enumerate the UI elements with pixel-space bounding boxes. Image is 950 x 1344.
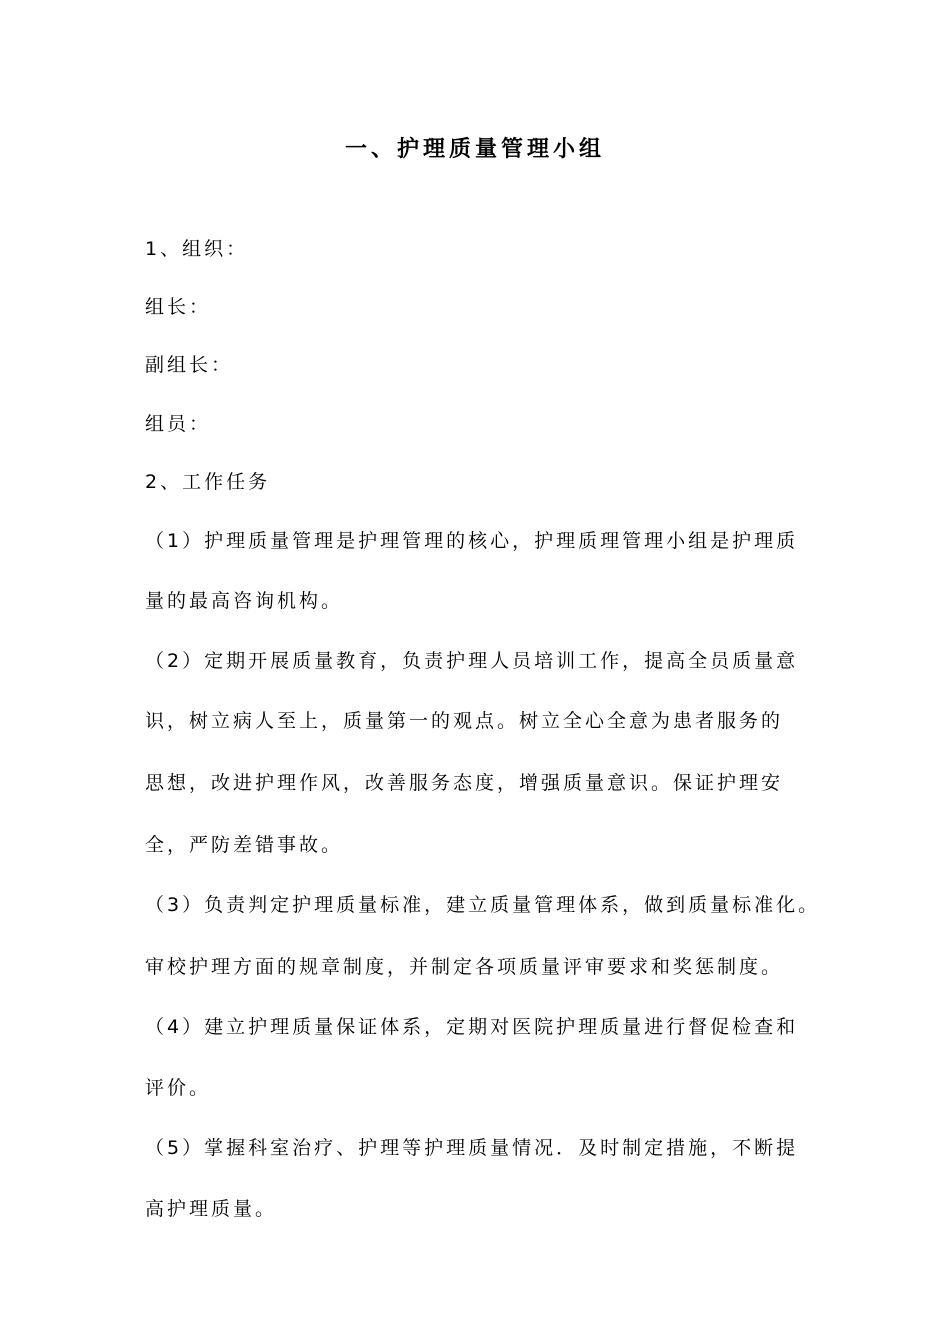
paragraph-line: （1）护理质量管理是护理管理的核心，护理质理管理小组是护理质 xyxy=(145,530,799,552)
section-tasks-heading: 2、工作任务 xyxy=(145,471,271,493)
group-members-label: 组员： xyxy=(145,413,212,435)
paragraph-line: 全，严防差错事故。 xyxy=(145,834,344,856)
deputy-group-leader-label: 副组长： xyxy=(145,354,234,376)
paragraph-line: 高护理质量。 xyxy=(145,1198,278,1220)
paragraph-line: 识，树立病人至上，质量第一的观点。树立全心全意为患者服务的 xyxy=(145,710,784,732)
paragraph-line: （4）建立护理质量保证体系，定期对医院护理质量进行督促检查和 xyxy=(145,1016,799,1038)
document-title: 一、护理质量管理小组 xyxy=(344,137,605,162)
paragraph-line: 评价。 xyxy=(145,1077,212,1099)
group-leader-label: 组长： xyxy=(145,296,212,318)
paragraph-line: （3）负责判定护理质量标准，建立质量管理体系，做到质量标准化。 xyxy=(145,894,821,916)
paragraph-line: 审校护理方面的规章制度，并制定各项质量评审要求和奖惩制度。 xyxy=(145,956,784,978)
section-organization-heading: 1、组织： xyxy=(145,238,249,260)
paragraph-line: （2）定期开展质量教育，负责护理人员培训工作，提高全员质量意 xyxy=(145,650,799,672)
paragraph-line: 量的最高咨询机构。 xyxy=(145,590,344,612)
paragraph-line: 思想，改进护理作风，改善服务态度，增强质量意识。保证护理安 xyxy=(145,772,784,794)
paragraph-line: （5）掌握科室治疗、护理等护理质量情况．及时制定措施，不断提 xyxy=(145,1137,799,1159)
